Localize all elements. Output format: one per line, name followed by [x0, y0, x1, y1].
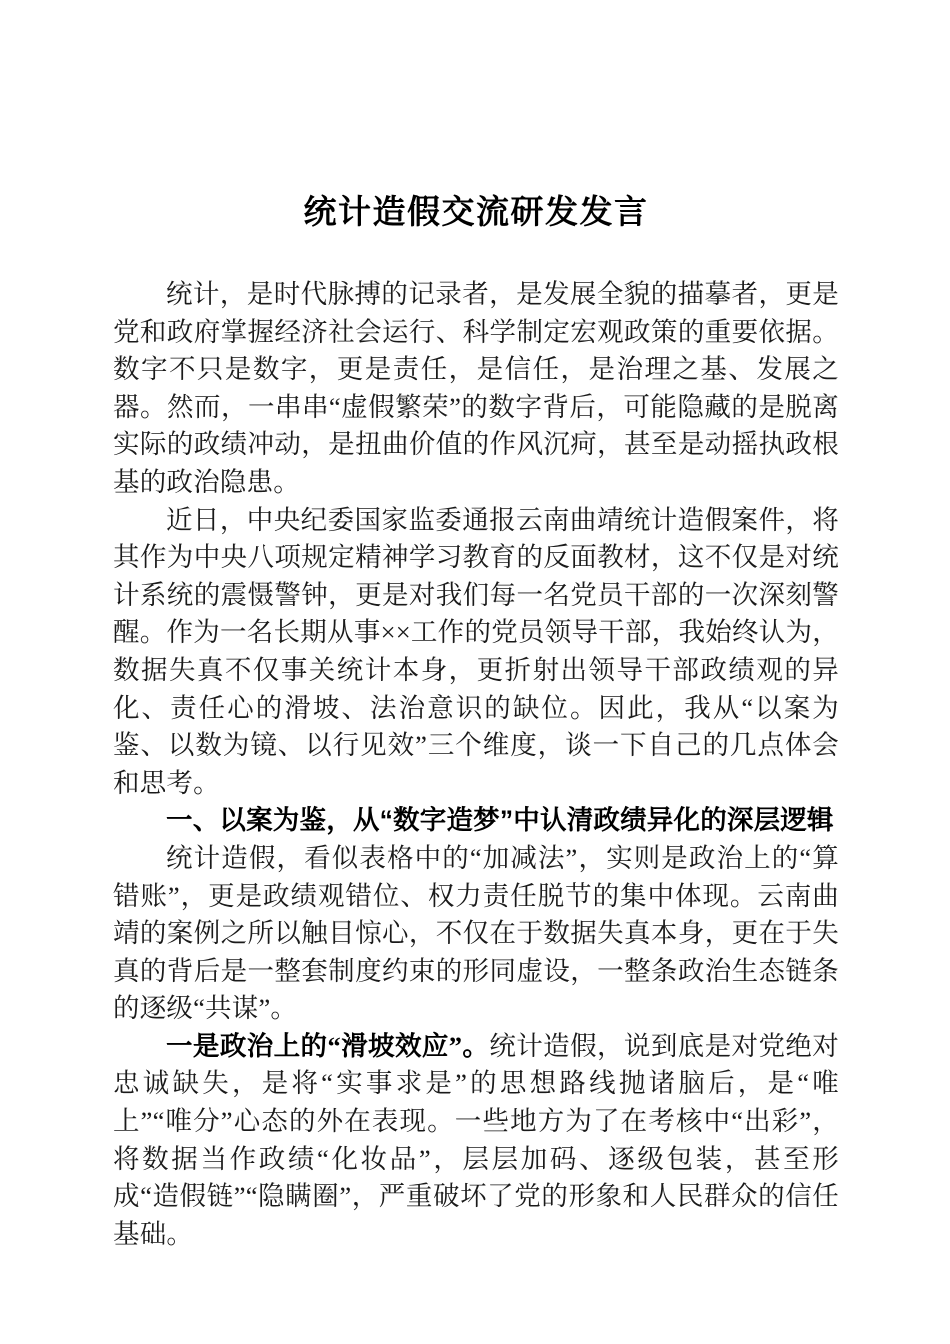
- section-heading-1: 一、以案为鉴，从“数字造梦”中认清政绩异化的深层逻辑: [166, 805, 834, 836]
- paragraph-4: [113, 1028, 839, 1254]
- page-title: 统计造假交流研发发言: [303, 195, 649, 231]
- paragraph-4-body: 统计造假，说到底是对党绝对忠诚缺失，是将“实事求是”的思想路线抛诸脑后，是“唯上”“唯分”心态的外在表现。一些地方为了在考核中“出彩”，将数据当作政绩“化妆品”，层层加码、逐级包装，甚至形成“造假链”“隐瞒圈”，严重破坏了党的形象和人民群众的信任基础。: [113, 1030, 840, 1249]
- paragraph-4-lead: 一是政治上的“滑坡效应”。: [166, 1030, 490, 1061]
- paragraph-1: 统计，是时代脉搏的记录者，是发展全貌的描摹者，更是党和政府掌握经济社会运行、科学制定宏观政策的重要依据。数字不只是数字，更是责任，是信任，是治理之基、发展之器。然而，一串串“虚假繁荣”的数字背后，可能隐藏的是脱离实际的政绩冲动，是扭曲价值的作风沉疴，甚至是动摇执政根基的政治隐患。: [113, 279, 839, 497]
- document-content: [113, 190, 839, 1253]
- paragraph-2: 近日，中央纪委国家监委通报云南曲靖统计造假案件，将其作为中央八项规定精神学习教育的反面教材，这不仅是对统计系统的震慑警钟，更是对我们每一名党员干部的一次深刻警醒。作为一名长期从事××工作的党员领导干部，我始终认为，数据失真不仅事关统计本身，更折射出领导干部政绩观的异化、责任心的滑坡、法治意识的缺位。因此，我从“以案为鉴、以数为镜、以行见效”三个维度，谈一下自己的几点体会和思考。: [113, 504, 839, 798]
- paragraph-3: 统计造假，看似表格中的“加减法”，实则是政治上的“算错账”，更是政绩观错位、权力责任脱节的集中体现。云南曲靖的案例之所以触目惊心，不仅在于数据失真本身，更在于失真的背后是一整套制度约束的形同虚设，一整条政治生态链条的逐级“共谋”。: [113, 842, 839, 1024]
